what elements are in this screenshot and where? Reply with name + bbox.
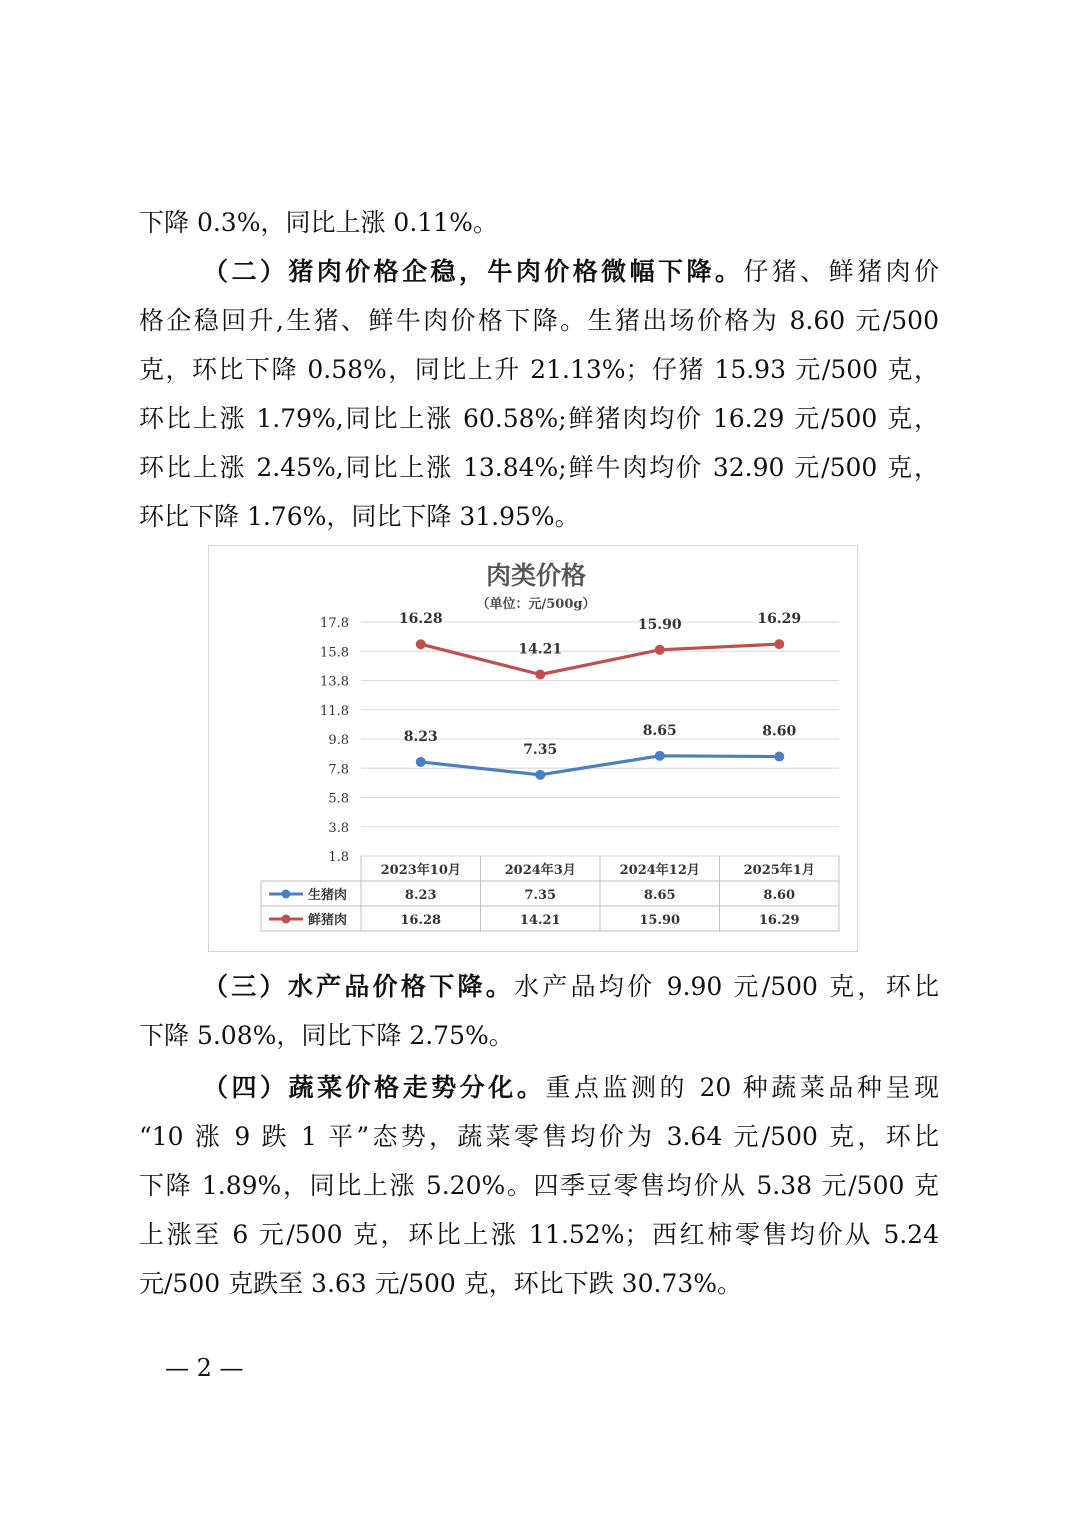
text-line — [139, 962, 939, 1011]
y-tick-label: 9.8 — [328, 733, 349, 748]
meat-price-chart — [208, 545, 858, 952]
y-tick-label: 3.8 — [328, 820, 349, 836]
data-point — [655, 645, 665, 655]
data-point — [655, 751, 665, 761]
text-line: 下降 5.08%，同比下降 2.75%。 — [139, 1021, 514, 1050]
text-line: 格企稳回升,生猪、鲜牛肉价格下降。生猪出场价格为 8.60 元/500 — [139, 306, 939, 335]
legend-marker — [282, 890, 291, 899]
text-line: 下降 0.3%，同比上涨 0.11%。 — [139, 208, 498, 237]
legend-series-name: 鲜猪肉 — [308, 913, 348, 928]
y-tick-label: 5.8 — [328, 791, 349, 807]
data-label: 14.21 — [518, 641, 563, 658]
table-cell: 8.65 — [643, 888, 676, 903]
data-label: 8.23 — [403, 728, 438, 745]
legend-series-name: 生猪肉 — [308, 888, 348, 903]
table-cell: 15.90 — [639, 913, 681, 928]
legend-marker — [282, 915, 291, 924]
section-heading-meat: （二）猪肉价格企稳，牛肉价格微幅下降。 — [203, 257, 744, 286]
text-line: 下降 1.89%，同比上涨 5.20%。四季豆零售均价从 5.38 元/500 克 — [139, 1171, 939, 1200]
y-tick-label: 13.8 — [320, 674, 349, 690]
y-tick-label: 7.8 — [328, 762, 349, 778]
text-line: 克，环比下降 0.58%，同比上升 21.13%；仔猪 15.93 元/500 克， — [139, 355, 939, 384]
table-cell: 14.21 — [519, 913, 561, 928]
chart-subtitle: （单位：元/500g） — [476, 597, 596, 612]
table-cell: 8.23 — [404, 888, 437, 903]
paragraph-meat-prices — [139, 247, 939, 541]
y-tick-label: 1.8 — [328, 850, 349, 865]
table-cell: 7.35 — [524, 888, 557, 903]
text-line: 环比下降 1.76%，同比下降 31.95%。 — [139, 502, 580, 531]
data-label: 15.90 — [637, 616, 682, 633]
data-label: 16.28 — [398, 611, 443, 628]
data-table — [261, 856, 839, 931]
text-run: 重点监测的 20 种蔬菜品种呈现 — [545, 1073, 939, 1102]
chart-title: 肉类价格 — [485, 561, 587, 590]
data-point — [535, 670, 545, 680]
paragraph-aquatic-prices — [139, 962, 939, 1060]
text-line: 上涨至 6 元/500 克，环比上涨 11.52%；西红柿零售均价从 5.24 — [139, 1220, 939, 1249]
y-axis-ticks — [320, 616, 349, 865]
y-tick-label: 15.8 — [320, 645, 349, 661]
x-category-label: 2024年3月 — [504, 863, 576, 878]
data-label: 7.35 — [523, 741, 558, 758]
text-line: 环比上涨 2.45%,同比上涨 13.84%;鲜牛肉均价 32.90 元/500 克， — [139, 453, 939, 482]
table-cell: 16.28 — [400, 913, 442, 928]
data-point — [774, 752, 784, 762]
paragraph-vegetable-prices — [139, 1063, 939, 1308]
series — [399, 611, 801, 780]
table-cell: 8.60 — [763, 888, 796, 903]
data-label: 8.65 — [642, 722, 677, 739]
section-heading-vegetable: （四）蔬菜价格走势分化。 — [203, 1073, 546, 1102]
meat-price-chart-svg — [209, 546, 859, 953]
data-point — [416, 639, 426, 649]
data-point — [416, 757, 426, 767]
data-label: 16.29 — [757, 611, 802, 628]
text-line: “10 涨 9 跌 1 平”态势，蔬菜零售均价为 3.64 元/500 克，环比 — [139, 1122, 939, 1151]
page-number: — 2 — — [165, 1354, 244, 1382]
text-line — [139, 247, 939, 296]
text-run: 仔猪、鲜猪肉价 — [743, 257, 939, 286]
y-tick-label: 11.8 — [320, 703, 349, 719]
data-point — [774, 639, 784, 649]
data-point — [535, 770, 545, 780]
text-line: 元/500 克跌至 3.63 元/500 克，环比下跌 30.73%。 — [139, 1269, 743, 1298]
section-heading-aquatic: （三）水产品价格下降。 — [203, 972, 515, 1001]
text-run: 水产品均价 9.90 元/500 克，环比 — [514, 972, 939, 1001]
series-line-1 — [421, 756, 780, 775]
text-line — [139, 1063, 939, 1112]
x-category-label: 2024年12月 — [619, 863, 700, 878]
x-category-label: 2023年10月 — [380, 863, 461, 878]
series-line-2 — [421, 641, 780, 674]
text-line: 环比上涨 1.79%,同比上涨 60.58%;鲜猪肉均价 16.29 元/500 克， — [139, 404, 939, 433]
data-label: 8.60 — [762, 723, 797, 740]
table-cell: 16.29 — [758, 913, 800, 928]
x-category-label: 2025年1月 — [743, 863, 815, 878]
y-tick-label: 17.8 — [320, 616, 349, 631]
paragraph-intro-tail — [139, 198, 939, 247]
